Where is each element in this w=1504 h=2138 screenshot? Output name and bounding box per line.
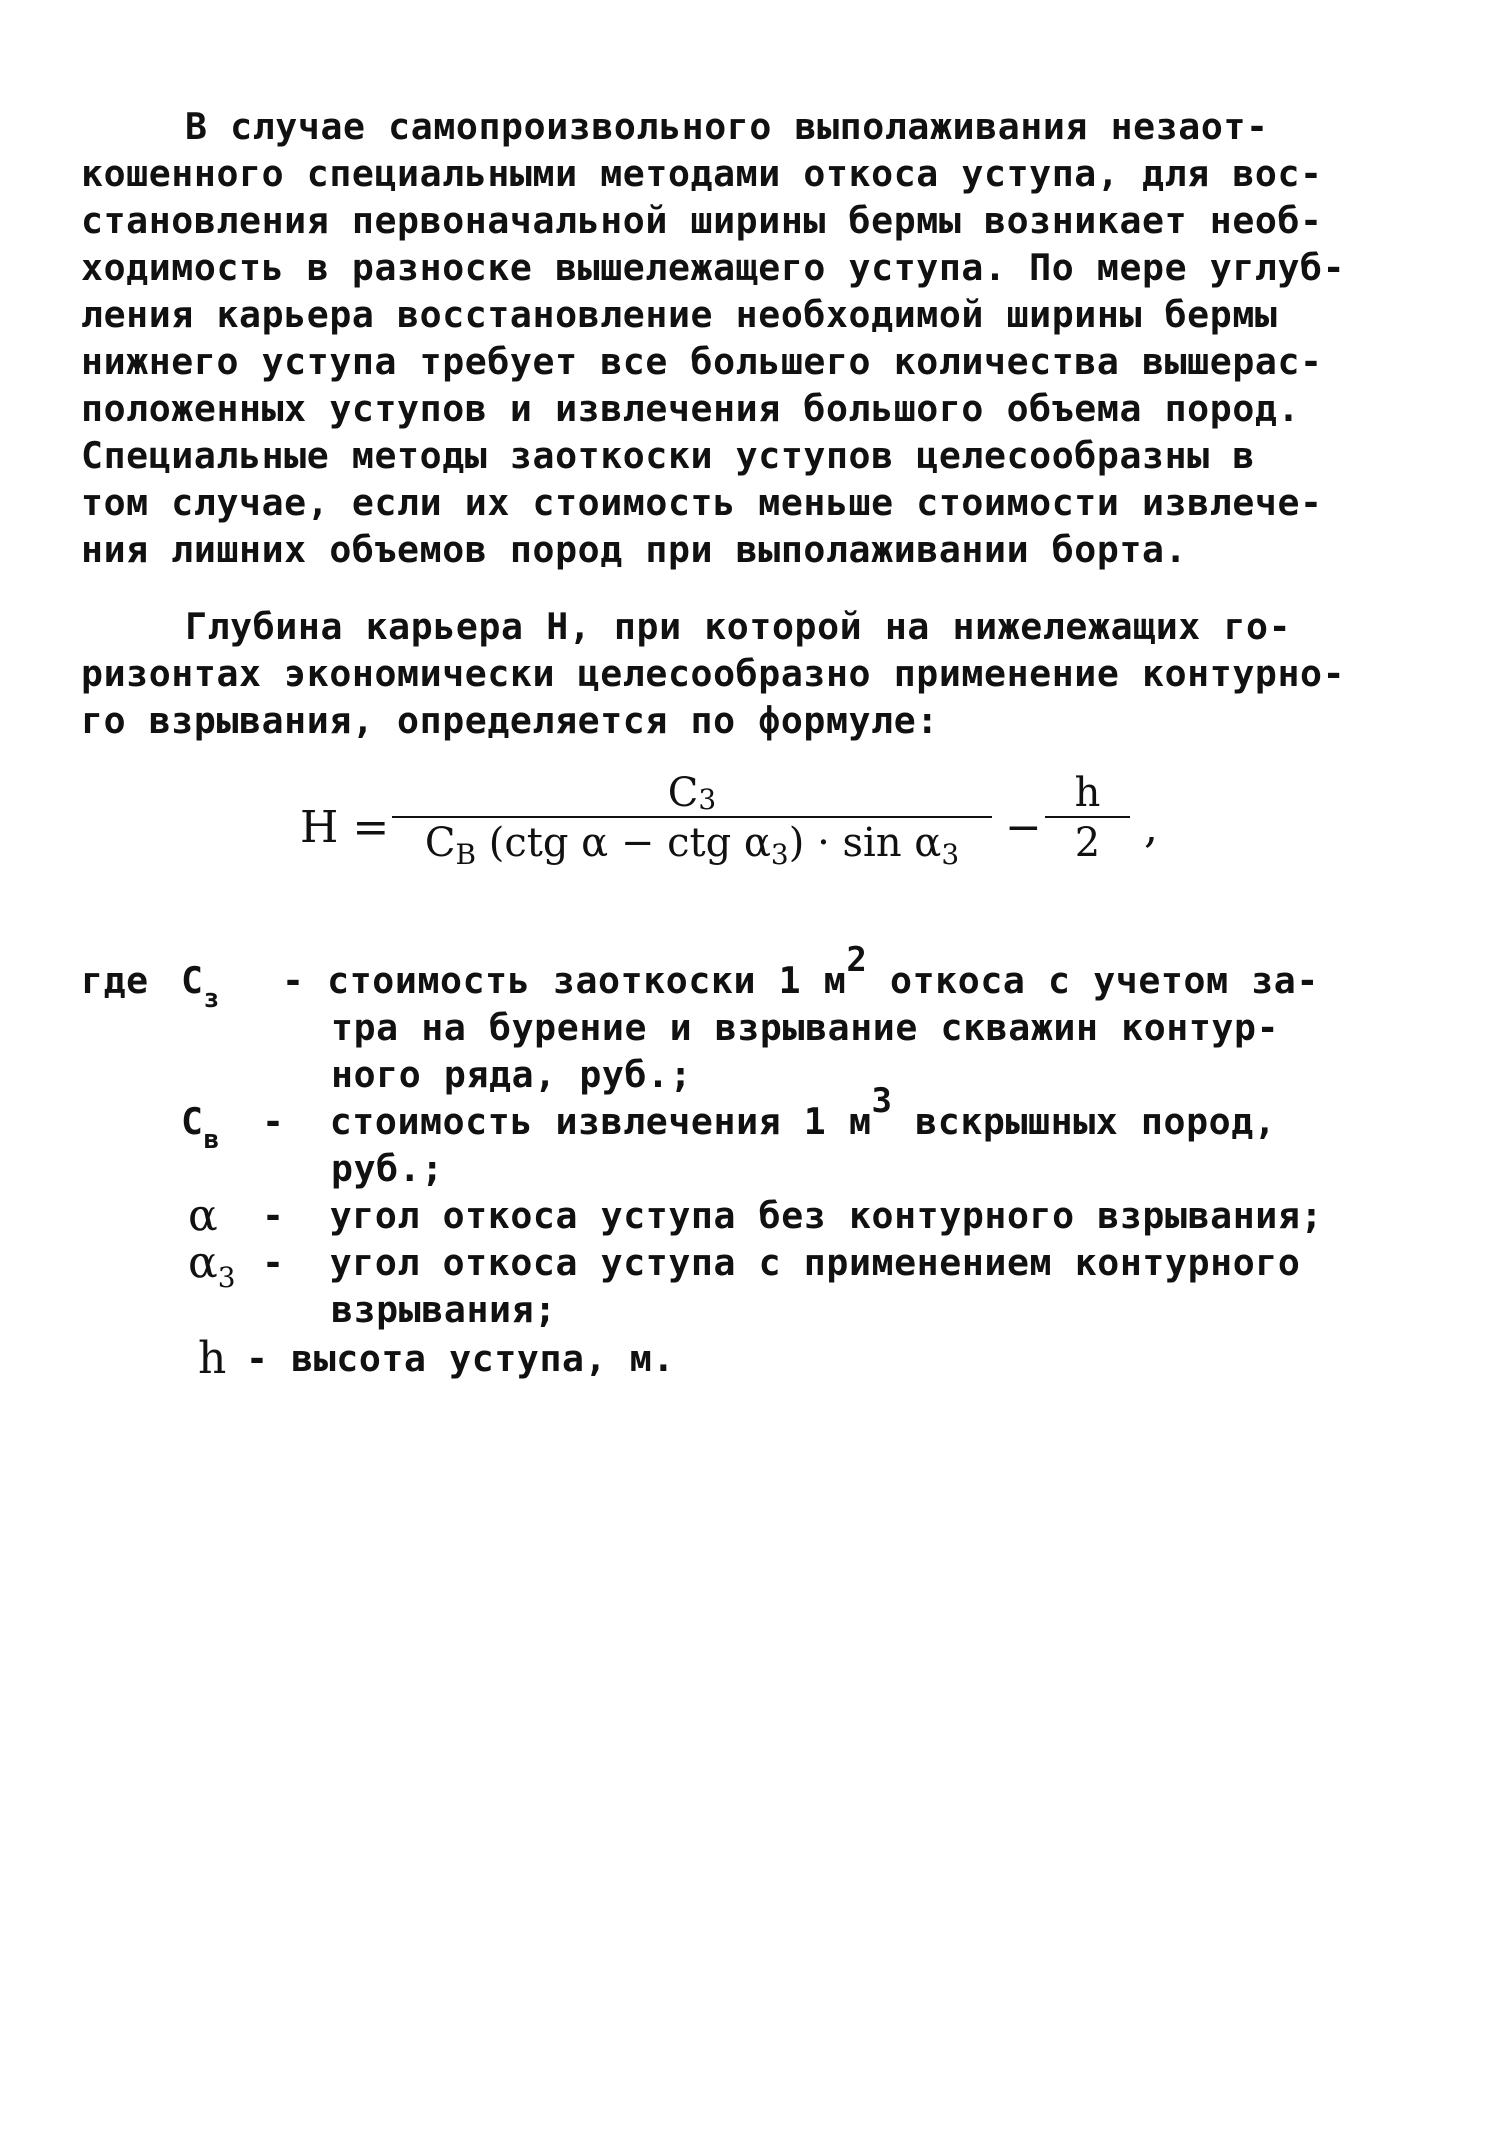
cv-symbol: $С_в$ [181,1100,220,1155]
paragraph1-line: кошенного специальными методами откоса уступа, для вос- [81,152,1323,195]
formula-comma: , [1144,802,1158,853]
h-definition-line: - высота уступа, м. [246,1337,675,1380]
alpha-symbol: α [188,1190,218,1241]
paragraph1-line: нижнего уступа требует все большего количества вышерас- [81,340,1323,383]
paragraph1-line: ления карьера восстановление необходимой ширины бермы [81,293,1278,336]
paragraph2-line: го взрывания, определяется по формуле: [81,699,939,742]
where-label: где [81,959,149,1002]
cz-symbol: $С_з$ [181,959,220,1014]
alpha-definition-line: - угол откоса уступа без контурного взрывания; [262,1194,1324,1237]
paragraph2-line: Глубина карьера Н, при которой на нижележащих го- [185,605,1292,648]
h-symbol: h [198,1333,227,1384]
paragraph2-line: ризонтах экономически целесообразно применение контурно- [81,652,1346,695]
cz-definition-line: ного ряда, руб.; [331,1053,693,1096]
paragraph1-line: положенных уступов и извлечения большого объема пород. [81,387,1301,430]
cz-definition-line: - стоимость заоткоски 1 м2 откоса с учетом за- [282,940,1319,1002]
paragraph1-line: становления первоначальной ширины бермы возникает необ- [81,199,1323,242]
formula-main-fraction [392,762,992,880]
cz-definition-line: тра на бурение и взрывание скважин контур- [331,1006,1280,1049]
formula-2: 2 [1074,820,1101,866]
formula-lhs: H = [300,802,390,853]
paragraph1-line: В случае самопроизвольного выполаживания незаот- [185,105,1269,148]
paragraph1-line: ния лишних объемов пород при выполаживании борта. [81,528,1188,571]
paragraph1-line: том случае, если их стоимость меньше стоимости извлече- [81,481,1323,524]
alpha3-definition-line: взрывания; [331,1288,557,1331]
alpha3-symbol: $\alpha_3$ [188,1237,236,1294]
cv-definition-line: - стоимость извлечения 1 м3 вскрышных пород, [262,1081,1277,1143]
formula-numerator: C 3 [667,770,717,816]
alpha3-definition-line: - угол откоса уступа с применением контурного [262,1241,1301,1284]
cv-definition-line: руб.; [331,1147,444,1190]
formula-half-height-fraction [1045,762,1130,868]
formula-h: h [1074,770,1101,816]
paragraph1-line: ходимость в разноске вышележащего уступа. По мере углуб- [81,246,1346,289]
formula-minus: − [1005,802,1042,853]
paragraph1-line: Специальные методы заоткоски уступов целесообразны в [81,434,1255,477]
formula-denominator: $C_B$ (ctg α − ctg $\alpha_3) \cdot \sin \alpha_3$ [424,820,960,871]
depth-formula [300,762,1200,892]
